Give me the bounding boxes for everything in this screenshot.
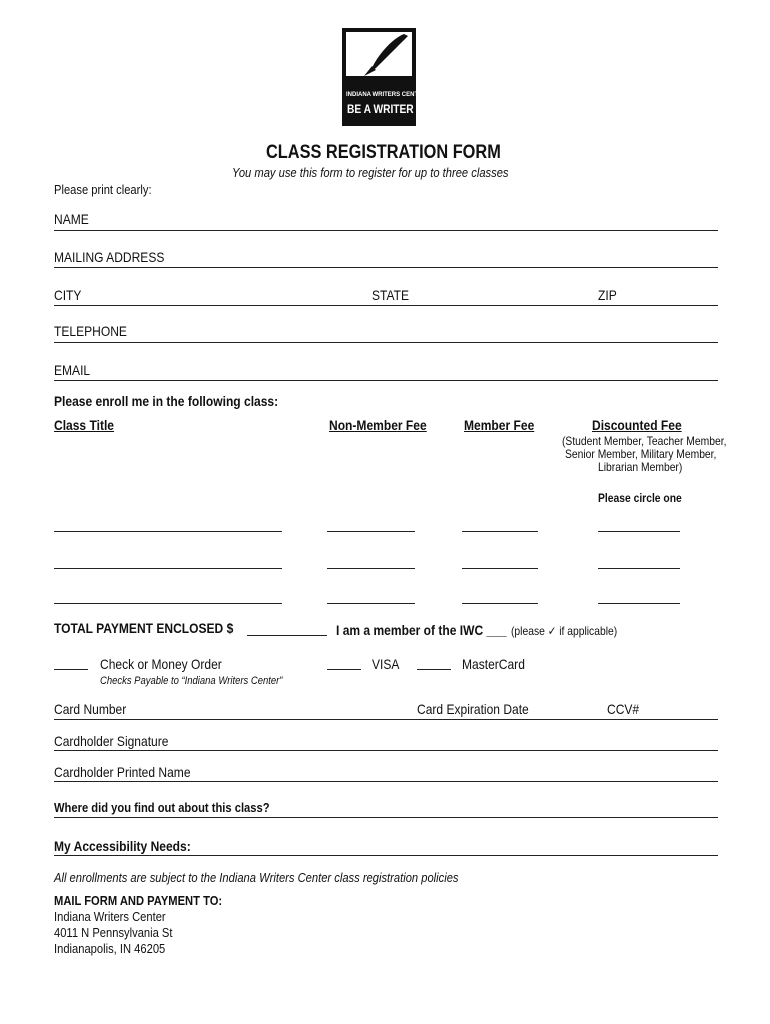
logo-line-1: INDIANA WRITERS CENTER	[346, 92, 427, 98]
class-row-1-title[interactable]	[54, 531, 282, 532]
col-member-fee: Member Fee	[464, 417, 535, 433]
class-row-3-nonmember[interactable]	[327, 603, 415, 604]
name-label: NAME	[54, 211, 89, 227]
iwc-logo	[342, 28, 427, 126]
class-row-1-nonmember[interactable]	[327, 531, 415, 532]
telephone-label: TELEPHONE	[54, 323, 127, 339]
policy-note: All enrollments are subject to the Indiana Writers Center class registration policies	[54, 870, 459, 885]
find-out-label: Where did you find out about this class?	[54, 800, 270, 815]
class-row-2-member[interactable]	[462, 568, 538, 569]
mail-heading: MAIL FORM AND PAYMENT TO:	[54, 893, 223, 908]
form-subtitle: You may use this form to register for up to three classes	[232, 165, 509, 180]
print-note: Please print clearly:	[54, 182, 152, 197]
visa-label: VISA	[372, 656, 400, 672]
card-line[interactable]	[54, 719, 718, 720]
mail-street: 4011 N Pennsylvania St	[54, 925, 173, 940]
mail-org: Indiana Writers Center	[54, 909, 166, 924]
class-row-1-discount[interactable]	[598, 531, 680, 532]
mastercard-label: MasterCard	[462, 656, 525, 672]
address-label: MAILING ADDRESS	[54, 249, 165, 265]
enroll-heading: Please enroll me in the following class:	[54, 393, 279, 409]
visa-blank[interactable]	[327, 669, 361, 670]
class-row-2-nonmember[interactable]	[327, 568, 415, 569]
class-row-2-title[interactable]	[54, 568, 282, 569]
class-row-3-member[interactable]	[462, 603, 538, 604]
name-line[interactable]	[54, 230, 718, 231]
card-exp-label: Card Expiration Date	[417, 701, 529, 717]
zip-label: ZIP	[598, 287, 617, 303]
total-payment-blank[interactable]	[247, 635, 327, 636]
class-row-3-discount[interactable]	[598, 603, 680, 604]
city-label: CITY	[54, 287, 82, 303]
col-discounted-fee: Discounted Fee	[592, 417, 682, 433]
col-class-title: Class Title	[54, 417, 115, 433]
address-line[interactable]	[54, 267, 718, 268]
member-label: I am a member of the IWC ___	[336, 622, 507, 638]
col-nonmember-fee: Non-Member Fee	[329, 417, 427, 433]
card-number-label: Card Number	[54, 701, 127, 717]
class-row-1-member[interactable]	[462, 531, 538, 532]
ccv-label: CCV#	[607, 701, 640, 717]
form-title: CLASS REGISTRATION FORM	[266, 142, 501, 163]
find-out-line[interactable]	[54, 817, 718, 818]
check-blank[interactable]	[54, 669, 88, 670]
state-label: STATE	[372, 287, 410, 303]
accessibility-line[interactable]	[54, 855, 718, 856]
printed-name-label: Cardholder Printed Name	[54, 764, 191, 780]
check-note: Checks Payable to “Indiana Writers Center”	[100, 675, 283, 687]
mastercard-blank[interactable]	[417, 669, 451, 670]
class-row-3-title[interactable]	[54, 603, 282, 604]
discount-note-2: Senior Member, Military Member,	[565, 447, 717, 461]
email-line[interactable]	[54, 380, 718, 381]
accessibility-label: My Accessibility Needs:	[54, 838, 191, 854]
signature-label: Cardholder Signature	[54, 733, 169, 749]
city-state-zip-line[interactable]	[54, 305, 718, 306]
signature-line[interactable]	[54, 750, 718, 751]
discount-note-1: (Student Member, Teacher Member,	[562, 434, 727, 448]
discount-note-3: Librarian Member)	[598, 460, 683, 474]
mail-city: Indianapolis, IN 46205	[54, 941, 166, 956]
check-label: Check or Money Order	[100, 656, 222, 672]
printed-name-line[interactable]	[54, 781, 718, 782]
circle-note: Please circle one	[598, 491, 682, 505]
email-label: EMAIL	[54, 362, 91, 378]
member-note: (please ✓ if applicable)	[511, 624, 618, 638]
class-row-2-discount[interactable]	[598, 568, 680, 569]
telephone-line[interactable]	[54, 342, 718, 343]
total-payment-label: TOTAL PAYMENT ENCLOSED $	[54, 620, 234, 636]
logo-line-2: BE A WRITER	[347, 102, 414, 116]
